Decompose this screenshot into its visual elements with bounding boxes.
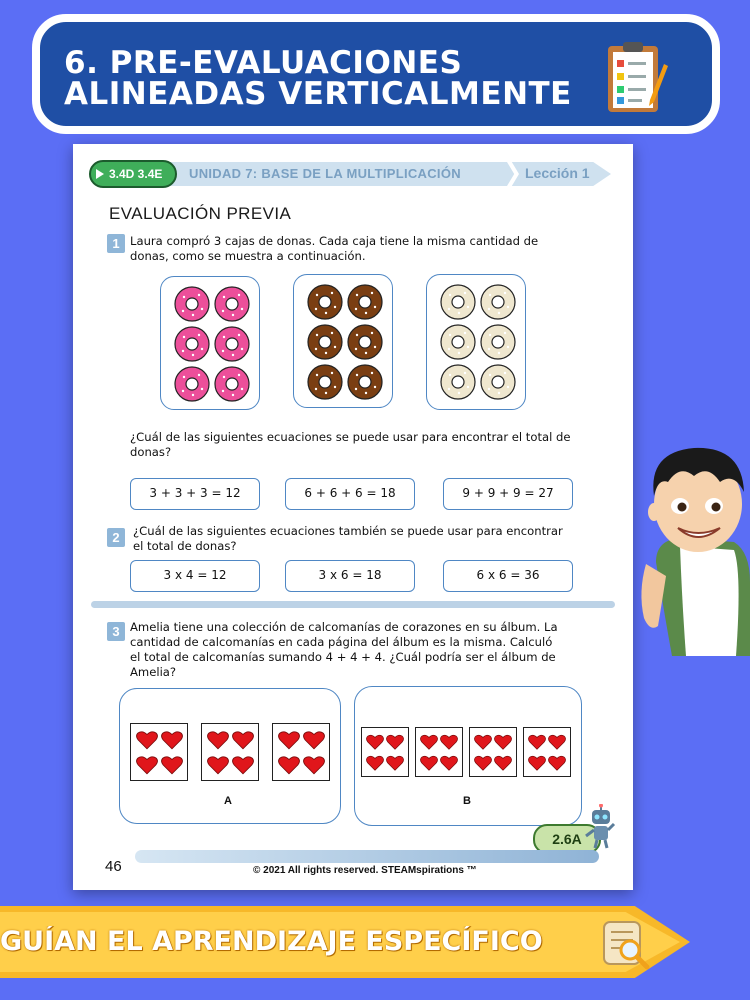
album-a-label: A	[224, 795, 232, 807]
donut-icon	[213, 365, 251, 403]
unit-title: UNIDAD 7: BASE DE LA MULTIPLICACIÓN	[189, 166, 461, 181]
heart-icon	[440, 754, 458, 772]
q2-option-2[interactable]: 3 x 6 = 18	[285, 560, 415, 592]
heart-icon	[232, 754, 254, 776]
lesson-header	[89, 160, 611, 188]
q1-option-2[interactable]: 6 + 6 + 6 = 18	[285, 478, 415, 510]
heart-icon	[232, 729, 254, 751]
donut-icon	[173, 365, 211, 403]
donut-icon	[213, 325, 251, 363]
question-2-line-1: ¿Cuál de las siguientes ecuaciones también se puede usar para encontrar	[133, 524, 563, 538]
album-b-label: B	[463, 795, 471, 807]
scroll-magnifier-icon	[596, 916, 652, 970]
question-1-line-1: Laura compró 3 cajas de donas. Cada caja tiene la misma cantidad de	[130, 234, 539, 248]
heart-icon	[420, 733, 438, 751]
heart-icon	[303, 754, 325, 776]
heart-icon	[440, 733, 458, 751]
banner-title-line1: 6. PRE-EVALUACIONES	[64, 45, 463, 81]
donut-icon	[306, 283, 344, 321]
cartoon-boy-illustration	[636, 442, 750, 656]
heart-icon	[420, 754, 438, 772]
q2-option-1[interactable]: 3 x 4 = 12	[130, 560, 260, 592]
heart-icon	[207, 754, 229, 776]
clipboard-checklist-icon	[606, 40, 668, 116]
heart-icon	[136, 729, 158, 751]
question-3-line-1: Amelia tiene una colección de calcomanías de corazones en su álbum. La	[130, 620, 558, 634]
donut-icon	[346, 363, 384, 401]
heart-icon	[366, 754, 384, 772]
heart-icon	[548, 733, 566, 751]
question-number-1: 1	[107, 234, 125, 253]
heart-icon	[161, 754, 183, 776]
question-1-text	[130, 234, 538, 264]
heart-icon	[136, 754, 158, 776]
question-3-line-2: cantidad de calcomanías en cada página del álbum es la misma. Calculó	[130, 635, 553, 649]
heart-icon	[548, 754, 566, 772]
heart-icon	[386, 754, 404, 772]
worksheet-page	[73, 144, 633, 890]
robot-icon	[583, 804, 617, 850]
heart-icon	[207, 729, 229, 751]
album-option-a[interactable]	[119, 688, 341, 824]
donut-icon	[479, 283, 517, 321]
q2-option-3[interactable]: 6 x 6 = 36	[443, 560, 573, 592]
donut-icon	[439, 323, 477, 361]
standards-badge: 3.4D 3.4E	[89, 160, 177, 188]
sticker-page	[469, 727, 517, 777]
donut-icon	[213, 285, 251, 323]
question-number-2: 2	[107, 528, 125, 547]
banner-title-line2: ALINEADAS VERTICALMENTE	[64, 76, 572, 112]
sticker-page	[201, 723, 259, 781]
heart-icon	[474, 754, 492, 772]
question-1-prompt	[130, 430, 571, 460]
donut-box-chocolate	[293, 274, 393, 408]
sticker-page	[523, 727, 571, 777]
donut-box-vanilla	[426, 274, 526, 410]
question-3-line-3: el total de calcomanías sumando 4 + 4 + 4. ¿Cuál podría ser el álbum de	[130, 650, 556, 664]
heart-icon	[278, 729, 300, 751]
question-number-3: 3	[107, 622, 125, 641]
question-3-line-4: Amelia?	[130, 665, 177, 679]
question-1-prompt-line-2: donas?	[130, 445, 172, 459]
footer-bar	[135, 850, 599, 863]
question-1-line-2: donas, como se muestra a continuación.	[130, 249, 366, 263]
heart-icon	[528, 733, 546, 751]
heart-icon	[161, 729, 183, 751]
donut-icon	[439, 363, 477, 401]
q1-option-3[interactable]: 9 + 9 + 9 = 27	[443, 478, 573, 510]
heart-icon	[494, 754, 512, 772]
heart-icon	[494, 733, 512, 751]
ribbon-text: GUÍAN EL APRENDIZAJE ESPECÍFICO	[0, 926, 543, 957]
sticker-page	[361, 727, 409, 777]
page-number: 46	[105, 858, 122, 875]
donut-icon	[306, 323, 344, 361]
donut-icon	[306, 363, 344, 401]
title-banner	[32, 14, 720, 134]
heart-icon	[386, 733, 404, 751]
sticker-page	[130, 723, 188, 781]
heart-icon	[278, 754, 300, 776]
standard-code-badge: 2.6A	[533, 824, 601, 854]
donut-icon	[439, 283, 477, 321]
heart-icon	[366, 733, 384, 751]
question-2-text	[133, 524, 563, 554]
donut-icon	[346, 283, 384, 321]
donut-icon	[479, 363, 517, 401]
sticker-page	[415, 727, 463, 777]
copyright-text: © 2021 All rights reserved. STEAMspirations ™	[253, 865, 477, 876]
section-divider	[91, 601, 615, 608]
donut-box-pink	[160, 276, 260, 410]
q1-option-1[interactable]: 3 + 3 + 3 = 12	[130, 478, 260, 510]
lesson-label: Lección 1	[525, 165, 590, 181]
section-title: EVALUACIÓN PREVIA	[109, 204, 292, 223]
sticker-page	[272, 723, 330, 781]
donut-icon	[173, 285, 211, 323]
question-2-line-2: el total de donas?	[133, 539, 237, 553]
album-option-b[interactable]	[354, 686, 582, 826]
banner-title	[64, 45, 572, 112]
question-1-prompt-line-1: ¿Cuál de las siguientes ecuaciones se puede usar para encontrar el total de	[130, 430, 571, 444]
donut-icon	[346, 323, 384, 361]
donut-icon	[173, 325, 211, 363]
heart-icon	[528, 754, 546, 772]
question-3-text	[130, 620, 558, 680]
donut-icon	[479, 323, 517, 361]
heart-icon	[474, 733, 492, 751]
heart-icon	[303, 729, 325, 751]
